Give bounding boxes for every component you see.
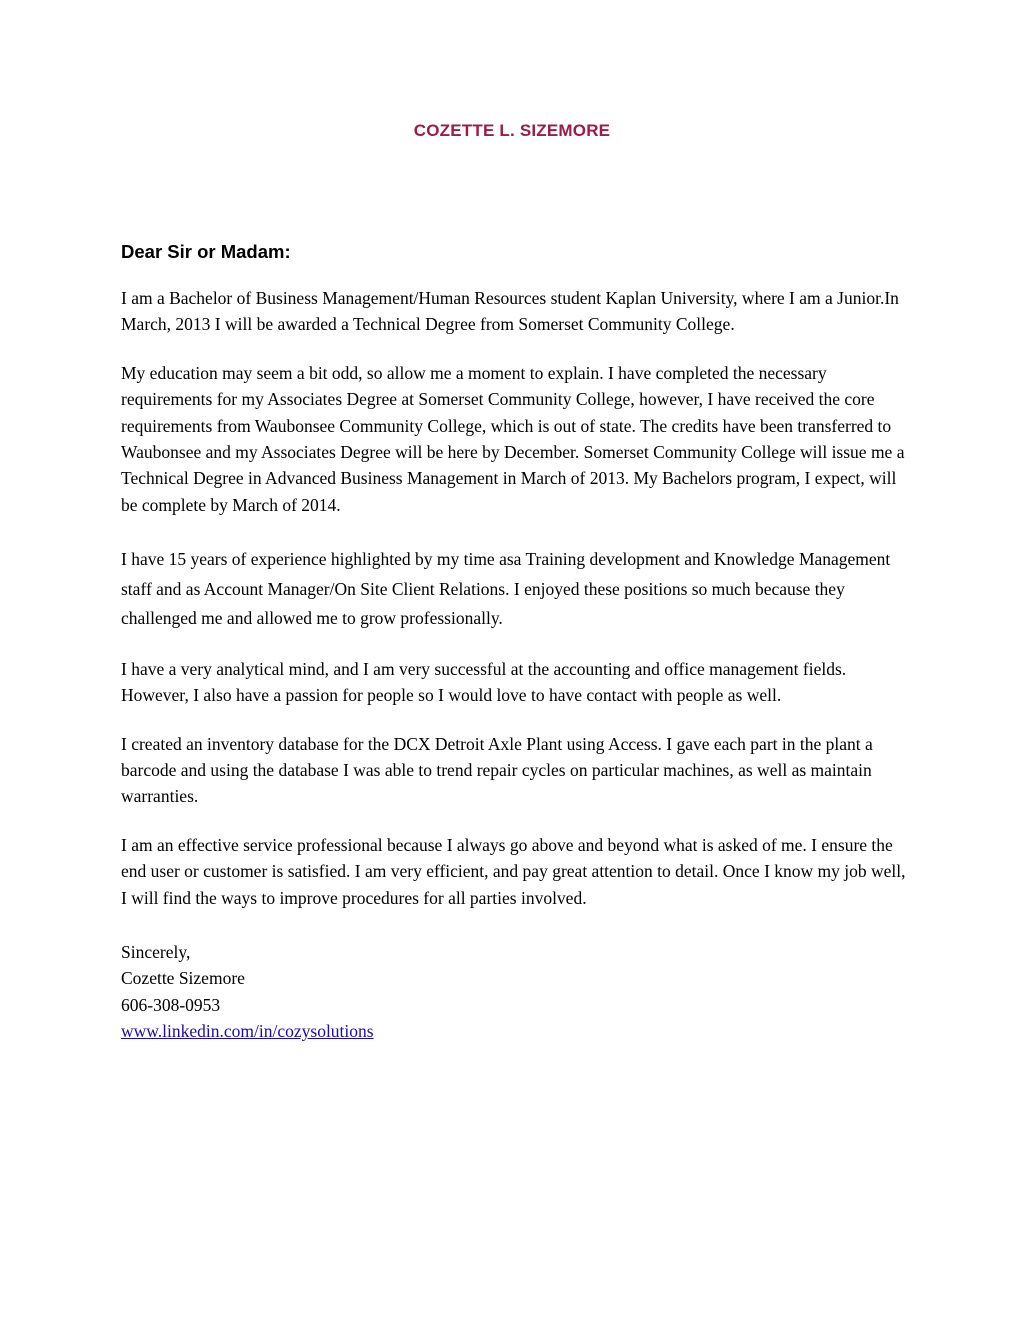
paragraph-inventory-database: I created an inventory database for the DCX Detroit Axle Plant using Access. I gave each part in the plant a barcode and using the database I was able to trend repair cycles on particular machines, as well as maintain warranties. bbox=[121, 733, 873, 807]
letter-body bbox=[121, 239, 911, 1045]
paragraph-service-professional: I am an effective service professional because I always go above and beyond what is asked of me. I ensure the end user or customer is satisfied. I am very efficient, and pay great attention to detail. Once I know my job well, I will find the ways to improve procedures for all parties involved. bbox=[121, 834, 906, 908]
paragraph-experience: I have 15 years of experience highlighted by my time asa Training development and Knowledge Management staff and as Account Manager/On Site Client Relations. I enjoyed these positions so much because they challenged me and allowed me to grow professionally. bbox=[121, 549, 891, 629]
paragraph-education-explanation: My education may seem a bit odd, so allow me a moment to explain. I have completed the necessary requirements for my Associates Degree at Somerset Community College, however, I have received the core requirements from Waubonsee Community College, which is out of state. The credits have been transferred to Waubonsee and my Associates Degree will be here by December. Somerset Community College will issue me a Technical Degree in Advanced Business Management in March of 2013. My Bachelors program, I expect, will be complete by March of 2014. bbox=[121, 362, 905, 515]
paragraph-analytical-mind: I have a very analytical mind, and I am very successful at the accounting and office management fields. However, I also have a passion for people so I would love to have contact with people as well. bbox=[121, 658, 847, 706]
signer-name: Cozette Sizemore bbox=[121, 968, 245, 989]
phone-number: 606-308-0953 bbox=[121, 994, 221, 1015]
paragraph-education-status: I am a Bachelor of Business Management/Human Resources student Kaplan University, where I am a Junior.In March, 2013 I will be awarded a Technical Degree from Somerset Community College. bbox=[121, 288, 899, 335]
salutation: Dear Sir or Madam: bbox=[121, 241, 291, 262]
linkedin-link[interactable]: www.linkedin.com/in/cozysolutions bbox=[121, 1021, 374, 1042]
valediction: Sincerely, bbox=[121, 942, 191, 962]
applicant-name-heading: COZETTE L. SIZEMORE bbox=[413, 121, 611, 140]
closing-block bbox=[121, 939, 911, 1045]
